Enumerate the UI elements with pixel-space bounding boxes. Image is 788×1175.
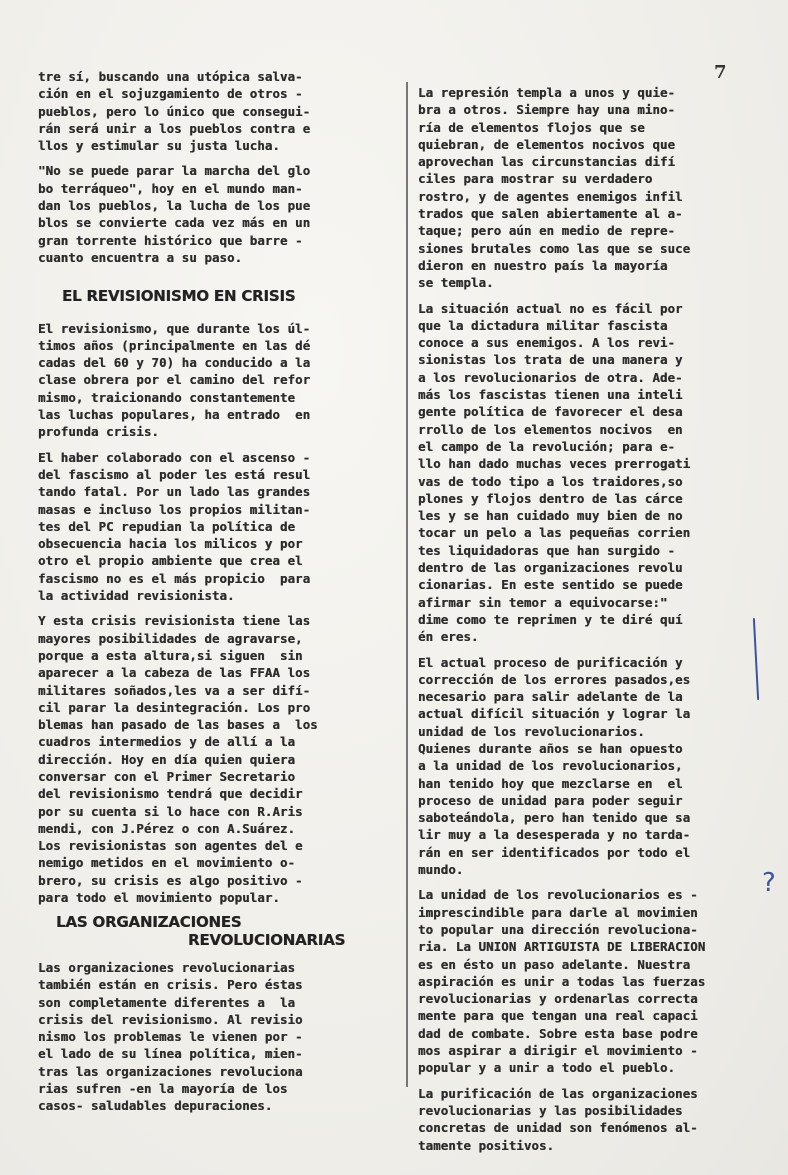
paragraph: La purificación de las organizaciones revolucionarias y las posibilidades concretas de unidad son fenómenos al- tamente positivos.: [418, 1085, 698, 1153]
section-heading-organizations: LAS ORGANIZACIONES: [56, 913, 242, 932]
section-heading-organizations-line2: REVOLUCIONARIAS: [188, 930, 346, 949]
right-column: [418, 84, 748, 1162]
paragraph: La represión templa a unos y quie- bra a otros. Siempre hay una mino- ría de elementos flojos que se quiebran, de elementos nocivos que aprovechan las circunstancias difí ciles para mostrar su verdadero rostro, y de agentes enemigos infil trados que salen abiertamente al a- taque; pero aún en medio de repre- siones brutales como las que se suce dieron en nuestro país la mayoría se templa.: [418, 85, 691, 291]
column-divider: [406, 82, 408, 1087]
paragraph: La situación actual no es fácil por que la dictadura militar fascista conoce a sus enemigos. A los revi- sionistas los trata de una manera y a los revolucionarios de otra. Ade- más los fascistas tienen una inteli gente política de favorecer el desa rrollo de los elementos nocivos en el campo de la revolución; para e- llo han dado muchas veces prerrogati vas de todo tipo a los traidores,so plones y flojos dentro de las cárce les y se han cuidado muy bien de no tocar un pelo a las pequeñas corrien tes liquidadoras que han surgido - dentro de las organizaciones revolu cionarias. En este sentido se puede afirmar sin temor a equivocarse:" dime como te reprimen y te diré quí én eres.: [418, 300, 691, 645]
handwritten-margin-line: [753, 618, 759, 700]
section-heading-revisionism: EL REVISIONISMO EN CRISIS: [62, 287, 296, 306]
paragraph: La unidad de los revolucionarios es - imprescindible para darle al movimien to popular una dirección revoluciona- ria. La UNION ARTIGUISTA DE LIBERACION es en ésto un paso adelante. Nuestra aspiración es unir a todas las fuerzas revolucionarias y ordenarlas correcta mente para que tengan una real capaci dad de combate. Sobre esta base podre mos aspirar a dirigir el movimiento - popular y a unir a todo el pueblo.: [418, 887, 706, 1076]
paragraph: Las organizaciones revolucionarias también están en crisis. Pero éstas son completamente diferentes a la crisis del revisionismo. Al revisio nismo los problemas le vienen por - el lado de su línea política, mien- tras las organizaciones revoluciona rias sufren -en la mayoría de los casos- saludables depuraciones.: [38, 959, 303, 1114]
paragraph: El actual proceso de purificación y corrección de los errores pasados,es necesario para salir adelante de la actual difícil situación y lograr la unidad de los revolucionarios. Quienes durante años se han opuesto a la unidad de los revolucionarios, han tenido hoy que mezclarse en el proceso de unidad para poder seguir saboteándola, pero han tenido que sa lir muy a la desesperada y no tarda- rán en ser identificados por todo el mundo.: [418, 654, 691, 878]
paragraph: El revisionismo, que durante los úl- timos años (principalmente en las dé cadas del 60 y 70) ha conducido a la clase obrera por el camino del refor mismo, traicionando constantemente las luchas populares, ha entrado en profunda crisis.: [38, 320, 311, 440]
paragraph: "No se puede parar la marcha del glo bo terráqueo", hoy en el mundo man- dan los pueblos, la lucha de los pue blos se convierte cada vez más en un gran torrente histórico que barre - cuanto encuentra a su paso.: [38, 163, 311, 265]
paragraph: Y esta crisis revisionista tiene las mayores posibilidades de agravarse, porque a esta altura,si siguen sin aparecer a la cabeza de las FFAA los militares soñados,les va a ser difí- cil parar la desintegración. Los pro blemas han pasado de las bases a los cuadros intermedios y de allí a la dirección. Hoy en día quien quiera conversar con el Primer Secretario del revisionismo tendrá que decidir por su cuenta si lo hace con R.Aris mendi, con J.Pérez o con A.Suárez. Los revisionistas son agentes del e nemigo metidos en el movimiento o- brero, su crisis es algo positivo - para todo el movimiento popular.: [38, 613, 318, 906]
left-column: [38, 68, 388, 1123]
paragraph: tre sí, buscando una utópica salva- ción en el sojuzgamiento de otros - pueblos, pero lo único que consegui- rán será unir a los pueblos contra e llos y estimular su justa lucha.: [38, 69, 311, 154]
paragraph: El haber colaborado con el ascenso - del fascismo al poder les está resul tando fatal. Por un lado las grandes masas e incluso los propios militan- tes del PC repudian la política de obsecuencia hacia los milicos y por otro el propio ambiente que crea el fascismo no es el más propicio para la actividad revisionista.: [38, 449, 311, 604]
page-number: 7: [714, 62, 727, 83]
handwritten-question-mark: ?: [762, 868, 776, 898]
